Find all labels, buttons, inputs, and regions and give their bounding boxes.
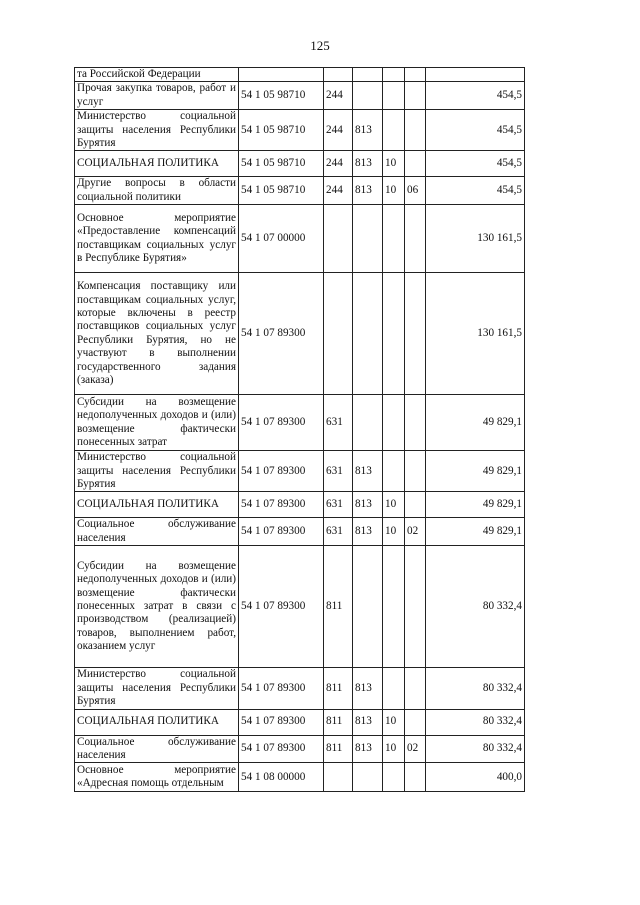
target-code-cell: 54 1 08 00000 xyxy=(239,763,324,792)
subsection-cell xyxy=(405,205,426,273)
table-row xyxy=(75,151,525,177)
amount-cell: 49 829,1 xyxy=(426,518,525,546)
department-code-cell: 813 xyxy=(353,709,383,735)
subsection-cell: 06 xyxy=(405,177,426,205)
section-cell xyxy=(383,546,405,668)
section-cell xyxy=(383,205,405,273)
target-code-cell xyxy=(239,68,324,82)
section-cell: 10 xyxy=(383,735,405,763)
subsection-cell xyxy=(405,546,426,668)
department-code-cell: 813 xyxy=(353,451,383,492)
amount-cell: 80 332,4 xyxy=(426,546,525,668)
table-row xyxy=(75,82,525,110)
expense-type-cell: 244 xyxy=(324,82,353,110)
row-description: Компенсация поставщику или поставщикам социальных услуг, которые включены в реестр поставщиков социальных услуг Республики Бурятия, но не участвуют в выполнении государственного задания (заказа) xyxy=(75,273,239,395)
subsection-cell: 02 xyxy=(405,518,426,546)
department-code-cell xyxy=(353,395,383,451)
department-code-cell: 813 xyxy=(353,151,383,177)
department-code-cell: 813 xyxy=(353,110,383,151)
subsection-cell xyxy=(405,451,426,492)
table-row xyxy=(75,205,525,273)
row-description: Основное мероприятие «Адресная помощь отдельным xyxy=(75,763,239,792)
target-code-cell: 54 1 07 89300 xyxy=(239,518,324,546)
section-cell xyxy=(383,273,405,395)
amount-cell: 80 332,4 xyxy=(426,709,525,735)
target-code-cell: 54 1 05 98710 xyxy=(239,110,324,151)
department-code-cell: 813 xyxy=(353,492,383,518)
table-row xyxy=(75,395,525,451)
amount-cell: 454,5 xyxy=(426,82,525,110)
section-cell xyxy=(383,68,405,82)
amount-cell: 454,5 xyxy=(426,110,525,151)
target-code-cell: 54 1 07 89300 xyxy=(239,709,324,735)
budget-table xyxy=(74,67,525,792)
amount-cell: 80 332,4 xyxy=(426,668,525,709)
subsection-cell xyxy=(405,668,426,709)
amount-cell: 454,5 xyxy=(426,151,525,177)
amount-cell: 80 332,4 xyxy=(426,735,525,763)
section-cell xyxy=(383,668,405,709)
section-cell xyxy=(383,110,405,151)
expense-type-cell xyxy=(324,68,353,82)
subsection-cell xyxy=(405,273,426,395)
target-code-cell: 54 1 07 00000 xyxy=(239,205,324,273)
expense-type-cell: 811 xyxy=(324,709,353,735)
section-cell: 10 xyxy=(383,151,405,177)
amount-cell: 130 161,5 xyxy=(426,205,525,273)
table-row xyxy=(75,735,525,763)
target-code-cell: 54 1 07 89300 xyxy=(239,492,324,518)
table-row xyxy=(75,668,525,709)
page-number: 125 xyxy=(310,38,330,53)
expense-type-cell: 811 xyxy=(324,546,353,668)
target-code-cell: 54 1 07 89300 xyxy=(239,735,324,763)
department-code-cell: 813 xyxy=(353,518,383,546)
section-cell: 10 xyxy=(383,177,405,205)
table-row xyxy=(75,492,525,518)
section-cell: 10 xyxy=(383,709,405,735)
target-code-cell: 54 1 07 89300 xyxy=(239,451,324,492)
table-row xyxy=(75,709,525,735)
target-code-cell: 54 1 05 98710 xyxy=(239,151,324,177)
subsection-cell xyxy=(405,82,426,110)
row-description: Социальное обслуживание населения xyxy=(75,518,239,546)
row-description: Социальное обслуживание населения xyxy=(75,735,239,763)
amount-cell: 49 829,1 xyxy=(426,492,525,518)
department-code-cell xyxy=(353,546,383,668)
row-description: Министерство социальной защиты населения Республики Бурятия xyxy=(75,668,239,709)
target-code-cell: 54 1 07 89300 xyxy=(239,273,324,395)
target-code-cell: 54 1 05 98710 xyxy=(239,82,324,110)
expense-type-cell: 811 xyxy=(324,735,353,763)
amount-cell: 49 829,1 xyxy=(426,395,525,451)
table-row xyxy=(75,763,525,792)
expense-type-cell xyxy=(324,273,353,395)
table-row xyxy=(75,177,525,205)
subsection-cell: 02 xyxy=(405,735,426,763)
row-description: СОЦИАЛЬНАЯ ПОЛИТИКА xyxy=(75,709,239,735)
row-description: Прочая закупка товаров, работ и услуг xyxy=(75,82,239,110)
expense-type-cell: 811 xyxy=(324,668,353,709)
row-description: Основное мероприятие «Предоставление компенсаций поставщикам социальных услуг в Республике Бурятия» xyxy=(75,205,239,273)
table-row xyxy=(75,110,525,151)
subsection-cell xyxy=(405,151,426,177)
section-cell xyxy=(383,395,405,451)
expense-type-cell: 631 xyxy=(324,395,353,451)
department-code-cell xyxy=(353,205,383,273)
amount-cell: 454,5 xyxy=(426,177,525,205)
expense-type-cell xyxy=(324,763,353,792)
expense-type-cell: 244 xyxy=(324,110,353,151)
subsection-cell xyxy=(405,395,426,451)
row-description: Министерство социальной защиты населения Республики Бурятия xyxy=(75,451,239,492)
target-code-cell: 54 1 07 89300 xyxy=(239,668,324,709)
table-row xyxy=(75,546,525,668)
row-description: СОЦИАЛЬНАЯ ПОЛИТИКА xyxy=(75,492,239,518)
amount-cell: 400,0 xyxy=(426,763,525,792)
target-code-cell: 54 1 05 98710 xyxy=(239,177,324,205)
expense-type-cell: 244 xyxy=(324,151,353,177)
budget-table-body xyxy=(75,68,525,792)
expense-type-cell: 244 xyxy=(324,177,353,205)
expense-type-cell: 631 xyxy=(324,492,353,518)
department-code-cell: 813 xyxy=(353,735,383,763)
section-cell xyxy=(383,763,405,792)
subsection-cell xyxy=(405,492,426,518)
row-description: Субсидии на возмещение недополученных доходов и (или) возмещение фактически понесенных затрат в связи с производством (реализацией) товаров, выполнением работ, оказанием услуг xyxy=(75,546,239,668)
table-row xyxy=(75,518,525,546)
expense-type-cell: 631 xyxy=(324,518,353,546)
amount-cell xyxy=(426,68,525,82)
subsection-cell xyxy=(405,709,426,735)
department-code-cell xyxy=(353,68,383,82)
table-row xyxy=(75,451,525,492)
section-cell: 10 xyxy=(383,492,405,518)
table-row xyxy=(75,68,525,82)
row-description: Министерство социальной защиты населения Республики Бурятия xyxy=(75,110,239,151)
amount-cell: 130 161,5 xyxy=(426,273,525,395)
amount-cell: 49 829,1 xyxy=(426,451,525,492)
section-cell xyxy=(383,451,405,492)
subsection-cell xyxy=(405,110,426,151)
department-code-cell: 813 xyxy=(353,177,383,205)
department-code-cell xyxy=(353,82,383,110)
expense-type-cell xyxy=(324,205,353,273)
section-cell xyxy=(383,82,405,110)
subsection-cell xyxy=(405,763,426,792)
target-code-cell: 54 1 07 89300 xyxy=(239,546,324,668)
department-code-cell xyxy=(353,273,383,395)
department-code-cell xyxy=(353,763,383,792)
section-cell: 10 xyxy=(383,518,405,546)
row-description: СОЦИАЛЬНАЯ ПОЛИТИКА xyxy=(75,151,239,177)
row-description: та Российской Федерации xyxy=(75,68,239,82)
row-description: Другие вопросы в области социальной политики xyxy=(75,177,239,205)
department-code-cell: 813 xyxy=(353,668,383,709)
target-code-cell: 54 1 07 89300 xyxy=(239,395,324,451)
table-row xyxy=(75,273,525,395)
subsection-cell xyxy=(405,68,426,82)
expense-type-cell: 631 xyxy=(324,451,353,492)
row-description: Субсидии на возмещение недополученных доходов и (или) возмещение фактически понесенных затрат xyxy=(75,395,239,451)
